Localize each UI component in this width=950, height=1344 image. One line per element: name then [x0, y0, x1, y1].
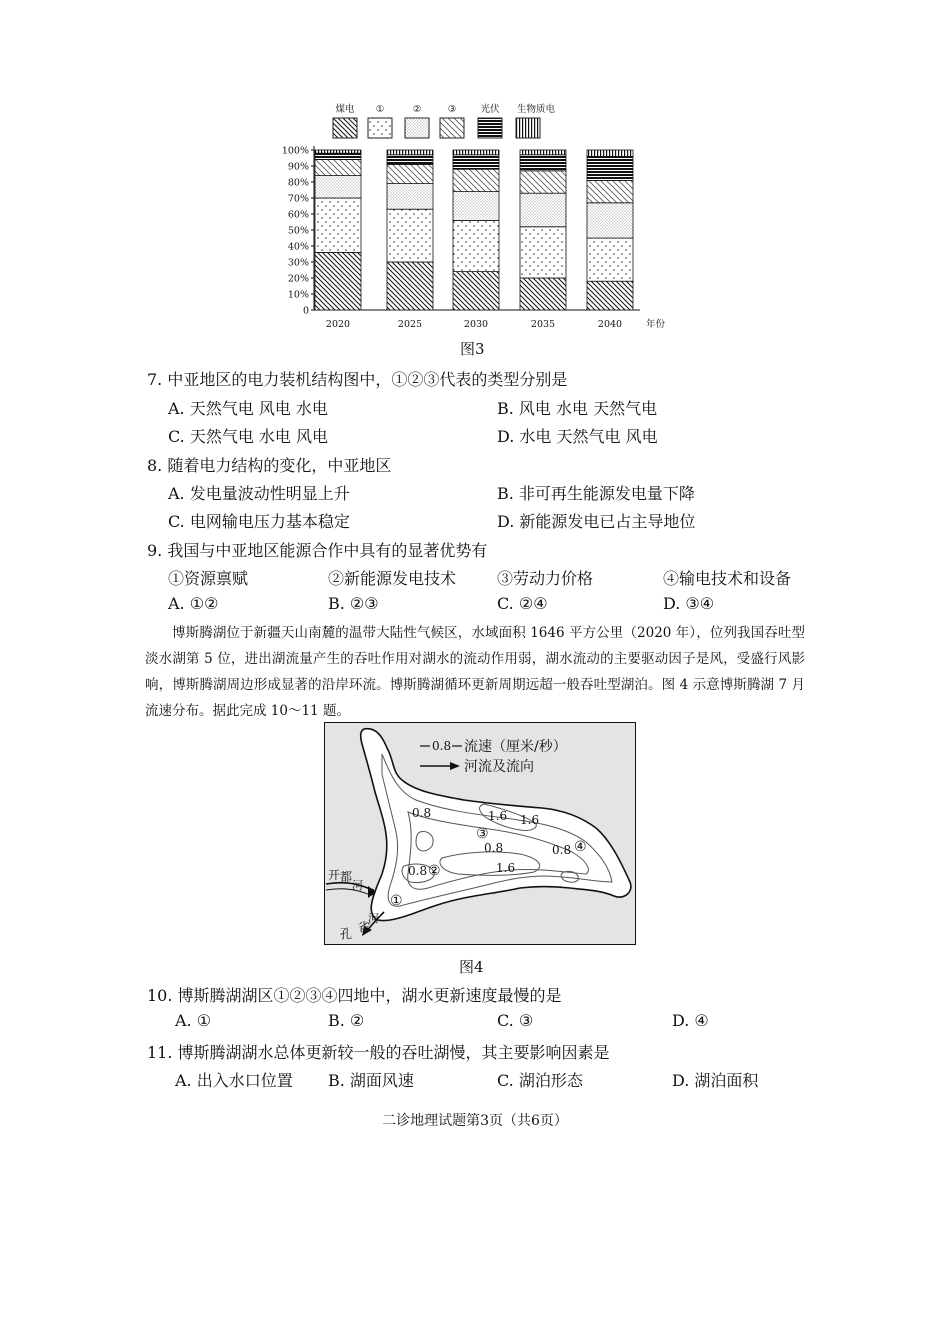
bar-2030-series-4	[453, 155, 499, 169]
contour-label-2: 1.6	[488, 809, 508, 823]
bar-2030-series-2	[453, 192, 499, 221]
legend-speed-value: 0.8	[432, 739, 452, 753]
kongque-label-3: 河	[368, 912, 379, 925]
x-tick-label-2035: 2035	[530, 319, 556, 330]
legend-swatch-1	[368, 118, 392, 138]
q7-option-d[interactable]: D. 水电 天然气电 风电	[497, 427, 658, 446]
legend-swatch-3	[440, 118, 464, 138]
point-label-3: ③	[476, 826, 489, 842]
bar-2020-series-4	[315, 153, 361, 159]
y-tick-label-6: 60%	[287, 209, 309, 221]
bar-2040-series-0	[587, 281, 633, 310]
legend-label-0: 煤电	[335, 104, 355, 115]
x-tick-label-2020: 2020	[325, 319, 351, 330]
legend-label-4: 光伏	[480, 104, 500, 115]
bar-2040-series-1	[587, 238, 633, 281]
q11-option-d[interactable]: D. 湖泊面积	[672, 1071, 759, 1090]
legend-speed-label: 流速（厘米/秒）	[464, 739, 567, 755]
y-tick-label-4: 40%	[287, 241, 309, 253]
bar-2040-series-2	[587, 203, 633, 238]
q11-option-b[interactable]: B. 湖面风速	[328, 1071, 414, 1090]
contour-label-3: 1.6	[520, 813, 540, 827]
kongque-label-2: 雀	[358, 920, 371, 934]
q10-option-d[interactable]: D. ④	[672, 1011, 709, 1030]
bar-2035-series-4	[520, 155, 566, 171]
bar-2040-series-4	[587, 156, 633, 180]
bar-2020-series-2	[315, 176, 361, 198]
legend-swatch-2	[405, 118, 429, 138]
bar-2035-series-2	[520, 193, 566, 227]
q9-option-c[interactable]: C. ②④	[497, 594, 548, 613]
bar-2030-series-1	[453, 220, 499, 271]
y-tick-label-1: 10%	[287, 289, 309, 301]
contour-label-5: 0.8	[552, 843, 572, 857]
figure3-caption: 图3	[460, 340, 485, 358]
page-footer: 二诊地理试题第3页（共6页）	[382, 1113, 568, 1129]
figure3-chart	[0, 0, 950, 345]
legend-label-5: 生物质电	[516, 104, 556, 115]
x-tick-label-2025: 2025	[397, 319, 423, 330]
point-label-4: ④	[574, 839, 587, 855]
q9-option-a[interactable]: A. ①②	[168, 594, 219, 613]
legend-swatch-5	[516, 118, 540, 138]
q9-item-2: ②新能源发电技术	[328, 569, 457, 588]
bar-2020-series-3	[315, 160, 361, 176]
bar-2025-series-2	[387, 184, 433, 210]
bar-2020-series-1	[315, 198, 361, 252]
y-tick-label-3: 30%	[287, 257, 309, 269]
y-tick-label-5: 50%	[287, 225, 309, 237]
q7-stem: 7. 中亚地区的电力装机结构图中，①②③代表的类型分别是	[147, 370, 568, 389]
q10-option-b[interactable]: B. ②	[328, 1011, 365, 1030]
q9-option-b[interactable]: B. ②③	[328, 594, 379, 613]
point-label-2: ②	[428, 863, 441, 879]
q9-stem: 9. 我国与中亚地区能源合作中具有的显著优势有	[147, 541, 488, 560]
q11-option-c[interactable]: C. 湖泊形态	[497, 1071, 583, 1090]
q7-option-a[interactable]: A. 天然气电 风电 水电	[168, 399, 328, 418]
bar-2035-series-0	[520, 278, 566, 310]
y-tick-label-0: 0	[302, 305, 309, 317]
bar-2040-series-3	[587, 180, 633, 202]
legend-label-3: ③	[447, 104, 457, 115]
q10-option-c[interactable]: C. ③	[497, 1011, 534, 1030]
contour-label-6: 0.8	[408, 864, 428, 878]
bar-2025-series-5	[387, 150, 433, 155]
q9-option-d[interactable]: D. ③④	[663, 594, 715, 613]
x-axis-unit: 年份	[646, 319, 666, 330]
bar-2025-series-0	[387, 262, 433, 310]
x-tick-label-2040: 2040	[597, 319, 623, 330]
contour-label-7: 1.6	[496, 861, 516, 875]
bar-2020-series-5	[315, 150, 361, 153]
q7-option-b[interactable]: B. 风电 水电 天然气电	[497, 399, 658, 418]
legend-river-label: 河流及流向	[464, 759, 534, 775]
q11-stem: 11. 博斯腾湖湖水总体更新较一般的吞吐湖慢，其主要影响因素是	[147, 1043, 610, 1062]
q8-option-c[interactable]: C. 电网输电压力基本稳定	[168, 512, 350, 531]
bar-2035-series-1	[520, 227, 566, 278]
legend-label-2: ②	[412, 104, 422, 115]
bar-2030-series-3	[453, 169, 499, 191]
bar-2030-series-5	[453, 150, 499, 155]
bar-2020-series-0	[315, 252, 361, 310]
legend-swatch-4	[478, 118, 502, 138]
y-tick-label-8: 80%	[287, 177, 309, 189]
q9-item-1: ①资源禀赋	[168, 569, 249, 588]
y-tick-label-2: 20%	[287, 273, 309, 285]
y-tick-label-10: 100%	[281, 145, 309, 157]
bar-2025-series-1	[387, 209, 433, 262]
point-label-1: ①	[390, 893, 403, 909]
q8-option-d[interactable]: D. 新能源发电已占主导地位	[497, 512, 696, 531]
bar-2040-series-5	[587, 150, 633, 156]
bar-2025-series-4	[387, 155, 433, 165]
q9-item-3: ③劳动力价格	[497, 569, 594, 588]
q10-stem: 10. 博斯腾湖湖区①②③④四地中，湖水更新速度最慢的是	[147, 986, 562, 1005]
q9-item-4: ④输电技术和设备	[663, 569, 792, 588]
bar-2025-series-3	[387, 164, 433, 183]
bar-2030-series-0	[453, 272, 499, 310]
kongque-label-1: 孔	[340, 927, 353, 941]
y-tick-label-9: 90%	[287, 161, 309, 173]
kaidu-label-1: 开	[328, 868, 341, 882]
x-tick-label-2030: 2030	[463, 319, 489, 330]
q7-option-c[interactable]: C. 天然气电 水电 风电	[168, 427, 329, 446]
bar-2035-series-3	[520, 171, 566, 193]
legend-swatch-0	[333, 118, 357, 138]
kaidu-label-3: 河	[352, 879, 363, 892]
kaidu-label-2: 都	[340, 870, 353, 884]
q8-option-a[interactable]: A. 发电量波动性明显上升	[168, 484, 350, 503]
contour-label-1: 0.8	[412, 806, 432, 820]
legend-label-1: ①	[375, 104, 385, 115]
q8-stem: 8. 随着电力结构的变化，中亚地区	[147, 456, 392, 475]
bar-2035-series-5	[520, 150, 566, 155]
contour-label-4: 0.8	[484, 841, 504, 855]
q11-option-a[interactable]: A. 出入水口位置	[175, 1071, 293, 1090]
figure4-caption: 图4	[459, 958, 484, 976]
q8-option-b[interactable]: B. 非可再生能源发电量下降	[497, 484, 695, 503]
passage-text: 博斯腾湖位于新疆天山南麓的温带大陆性气候区，水域面积 1646 平方公里（2020 年），位列我国吞吐型淡水湖第 5 位，进出湖流量产生的吞吐作用对湖水的流动作用弱，湖水流动的主要驱动因子是风，受盛行风影响，博斯腾湖周边形成显著的沿岸环流。博斯腾湖循环更新周期远超一般吞吐型湖泊。图 4 示意博斯腾湖 7 月流速分布。据此完成 10～11 题。	[145, 625, 805, 719]
figure4-map	[324, 722, 636, 946]
y-tick-label-7: 70%	[287, 193, 309, 205]
q10-option-a[interactable]: A. ①	[175, 1011, 212, 1030]
